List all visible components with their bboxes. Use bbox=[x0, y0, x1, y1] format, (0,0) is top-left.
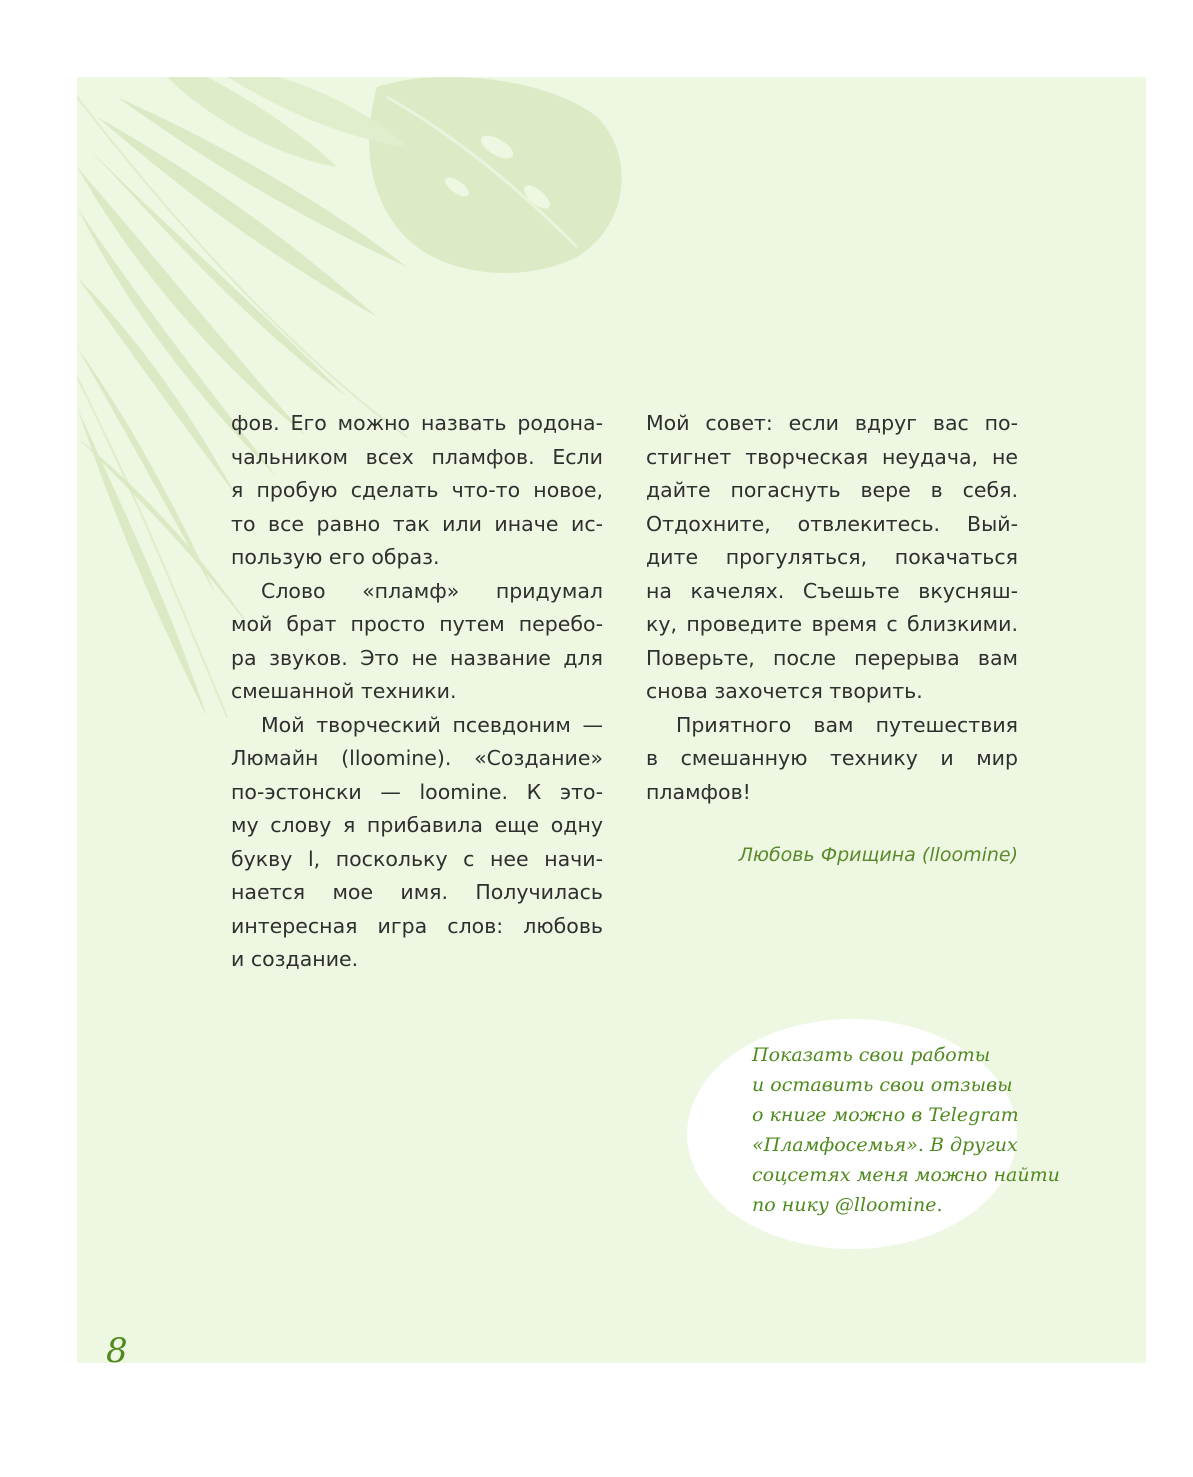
text-line: мой брат просто путем перебо- bbox=[231, 612, 603, 636]
text-line: я пробую сделать что-то новое, bbox=[231, 478, 603, 502]
text-line: дайте погаснуть вере в себя. bbox=[646, 478, 1018, 502]
text-line: ра звуков. Это не название для bbox=[231, 645, 603, 670]
paragraph bbox=[231, 407, 603, 575]
monstera-leaf bbox=[369, 77, 622, 273]
paragraph bbox=[646, 709, 1018, 810]
text-line: стигнет творческая неудача, не bbox=[646, 444, 1018, 469]
right-column bbox=[646, 407, 1018, 809]
text-line: нается мое имя. Получилась bbox=[231, 880, 603, 904]
paragraph bbox=[231, 709, 603, 977]
text-line: Приятного вам путешествия bbox=[676, 712, 1018, 737]
text-line: ку, проведите время с близкими. bbox=[646, 612, 1018, 636]
paragraph bbox=[646, 407, 1018, 709]
text-line: снова захочется творить. bbox=[646, 679, 923, 703]
text-line: пламфов! bbox=[646, 779, 751, 804]
paragraph bbox=[231, 575, 603, 709]
text-line: Отдохните, отвлекитесь. Вый- bbox=[646, 511, 1018, 536]
text-line: интересная игра слов: любовь bbox=[231, 913, 603, 938]
book-page bbox=[77, 77, 1146, 1363]
text-line: Поверьте, после перерыва вам bbox=[646, 645, 1018, 670]
text-line: Слово «пламф» придумал bbox=[261, 578, 603, 603]
page-number: 8 bbox=[106, 1331, 128, 1363]
text-line: смешанной техники. bbox=[231, 679, 457, 703]
text-line: чальником всех пламфов. Если bbox=[231, 444, 603, 469]
text-line: по-эстонски — loomine. К это- bbox=[231, 779, 603, 804]
text-line: Люмайн (lloomine). «Создание» bbox=[231, 746, 603, 770]
text-line: Мой совет: если вдруг вас по- bbox=[646, 411, 1018, 435]
author-signature: Любовь Фрищина (lloomine) bbox=[738, 844, 1018, 866]
text-line: то все равно так или иначе ис- bbox=[231, 511, 603, 536]
text-line: в смешанную технику и мир bbox=[646, 746, 1018, 770]
text-line: букву l, поскольку с нее начи- bbox=[231, 846, 603, 871]
left-column bbox=[231, 407, 603, 977]
text-line: фов. Его можно назвать родона- bbox=[231, 411, 603, 435]
text-line: пользую его образ. bbox=[231, 545, 440, 569]
text-line: Мой творческий псевдоним — bbox=[261, 712, 603, 737]
text-line: на качелях. Съешьте вкусняш- bbox=[646, 578, 1018, 603]
note-bubble-text: Показать свои работы и оставить свои отзывы о книге можно в Telegram «Пламфосемья». В других соцсетях меня можно найти по нику @lloomine. bbox=[752, 1044, 1060, 1216]
text-line: му слову я прибавила еще одну bbox=[231, 813, 603, 837]
text-line: дите прогуляться, покачаться bbox=[646, 545, 1018, 569]
text-line: и создание. bbox=[231, 947, 359, 971]
